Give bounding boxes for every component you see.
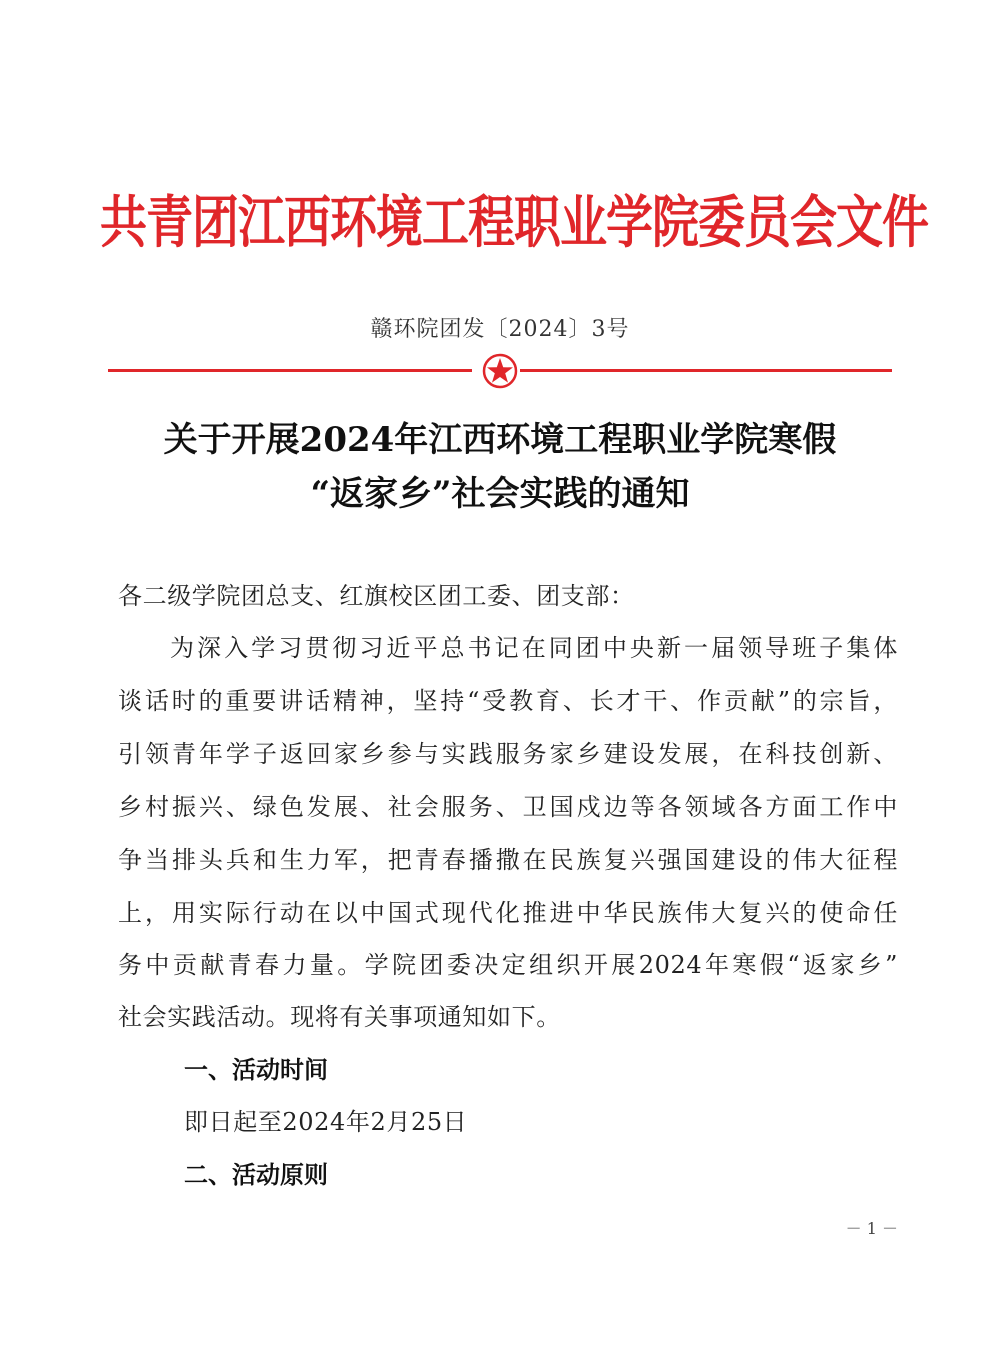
salutation: 各二级学院团总支、红旗校区团工委、团支部： bbox=[118, 582, 635, 610]
divider-line-left bbox=[108, 369, 472, 372]
document-number: 赣环院团发〔2024〕3号 bbox=[370, 317, 630, 342]
masthead-title: 共青团江西环境工程职业学院委员会文件 bbox=[100, 190, 928, 256]
paragraph-line: 为深入学习贯彻习近平总书记在同团中央新一届领导班子集体 bbox=[170, 634, 898, 662]
paragraph-line: 务中贡献青春力量。学院团委决定组织开展2024年寒假“返家乡” bbox=[118, 951, 898, 979]
activity-period-text: 即日起至2024年2月25日 bbox=[184, 1108, 468, 1136]
red-divider bbox=[108, 352, 892, 388]
notice-title-line-2: “返家乡”社会实践的通知 bbox=[310, 474, 690, 514]
paragraph-line: 社会实践活动。现将有关事项通知如下。 bbox=[118, 1003, 561, 1031]
section-heading-principles: 二、活动原则 bbox=[184, 1161, 328, 1189]
paragraph-line: 引领青年学子返回家乡参与实践服务家乡建设发展，在科技创新、 bbox=[118, 740, 898, 768]
paragraph-line: 争当排头兵和生力军，把青春播撒在民族复兴强国建设的伟大征程 bbox=[118, 846, 898, 874]
red-star-icon bbox=[482, 353, 518, 389]
section-heading-time: 一、活动时间 bbox=[184, 1056, 328, 1084]
paragraph-line: 谈话时的重要讲话精神，坚持“受教育、长才干、作贡献”的宗旨， bbox=[118, 687, 898, 715]
notice-title-line-1: 关于开展2024年江西环境工程职业学院寒假 bbox=[163, 420, 837, 460]
paragraph-line: 上，用实际行动在以中国式现代化推进中华民族伟大复兴的使命任 bbox=[118, 899, 898, 927]
paragraph-line: 乡村振兴、绿色发展、社会服务、卫国戍边等各领域各方面工作中 bbox=[118, 793, 898, 821]
divider-line-right bbox=[520, 369, 892, 372]
page-number: － 1 － bbox=[845, 1219, 898, 1238]
